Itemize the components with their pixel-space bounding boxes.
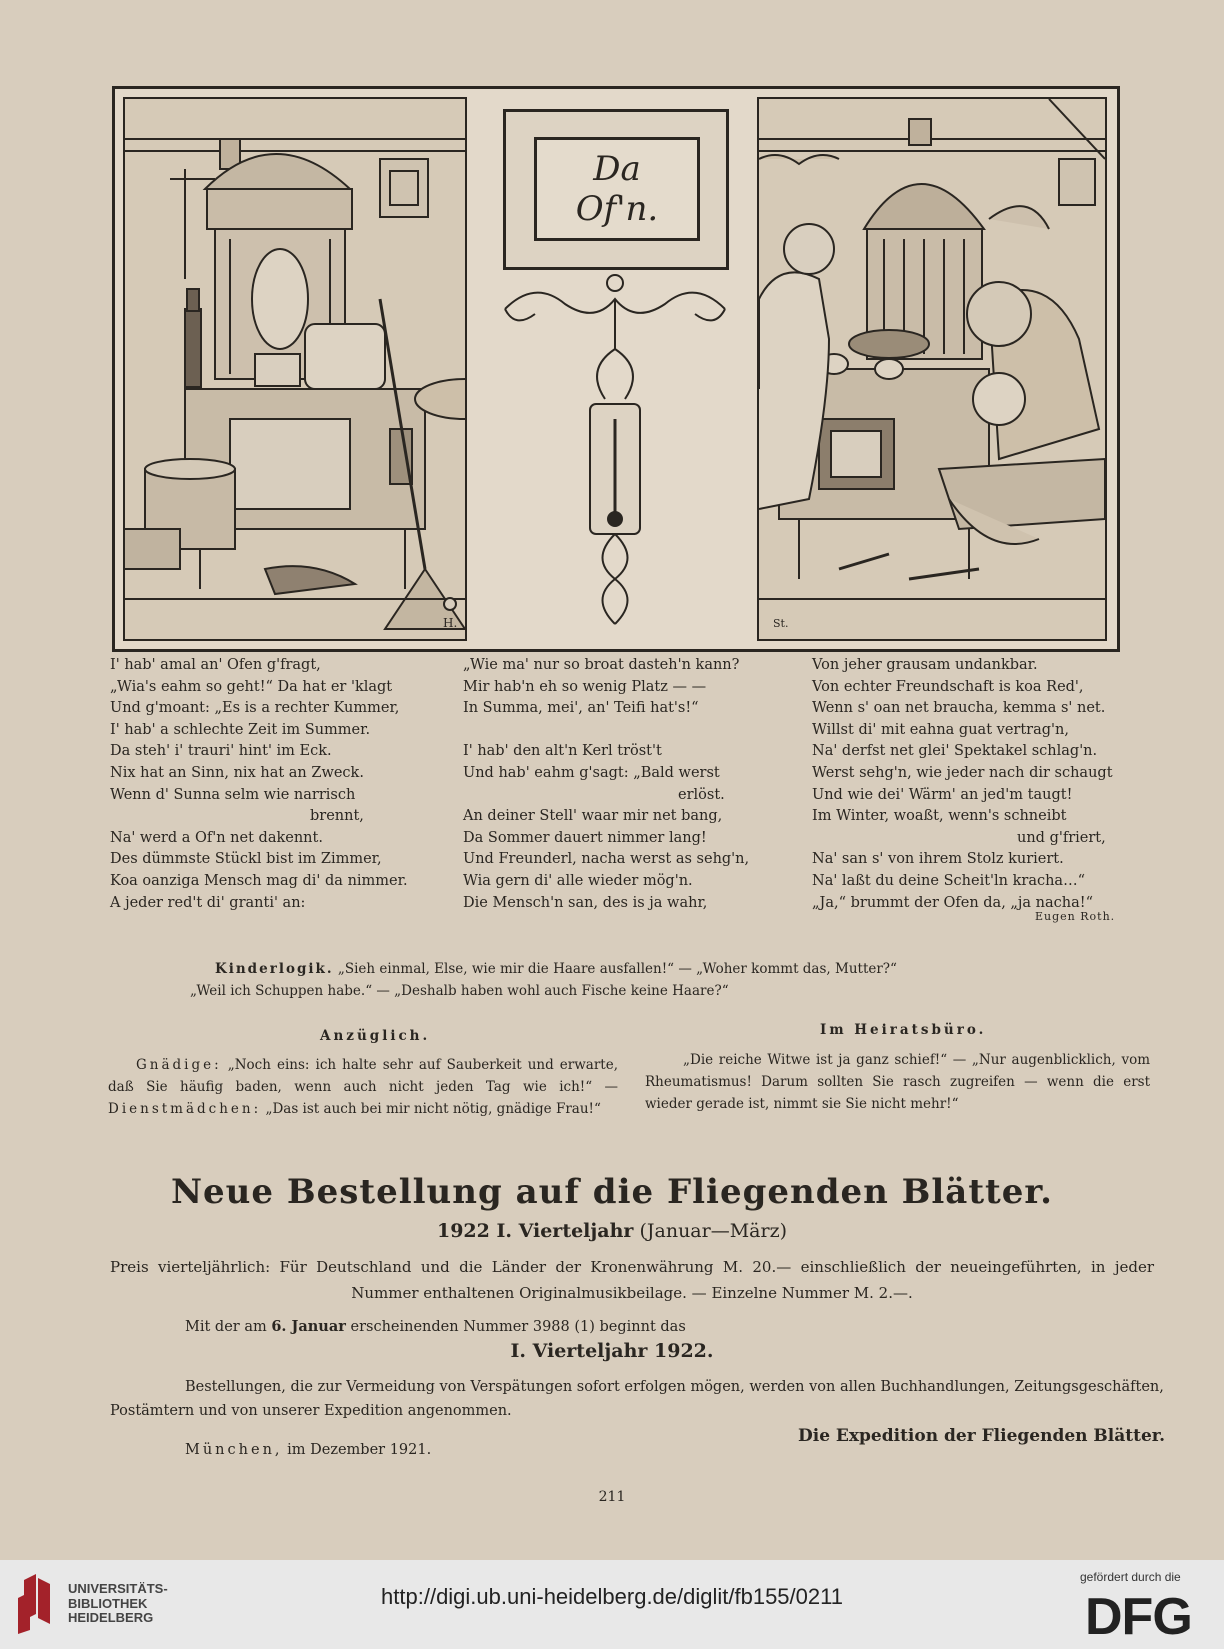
poem-line: Von echter Freundschaft is koa Red', <box>812 678 1084 695</box>
poem-column-1 <box>110 655 430 914</box>
joke-title-anzueglich: Anzüglich. <box>320 1028 431 1044</box>
poem-line: Im Winter, woaßt, wenn's schneibt <box>812 808 1067 825</box>
poem-line: Die Mensch'n san, des is ja wahr, <box>463 894 708 911</box>
joke-speaker: Dienstmädchen: <box>108 1101 262 1117</box>
subscription-headline: Neue Bestellung auf die Fliegenden Blätter. <box>170 1172 1054 1212</box>
summer-stove-drawing <box>125 99 465 639</box>
joke-speaker: Gnädige: <box>136 1057 222 1073</box>
poem-line: Na' derfst net glei' Spektakel schlag'n. <box>812 743 1098 760</box>
page-number: 211 <box>598 1489 626 1505</box>
poem-line: Willst di' mit eahna guat vertrag'n, <box>812 721 1069 738</box>
subscription-price: Preis vierteljährlich: Für Deutschland und die Länder der Kronenwährung M. 20.— einschließlich der neueingeführten, in jeder Nummer enthaltenen Originalmusikbeilage. — Einzelne Nummer M. 2.—. <box>110 1258 1154 1302</box>
joke-title-heiratsbuero: Im Heiratsbüro. <box>820 1022 987 1038</box>
poem-line: Werst sehg'n, wie jeder nach dir schaugt <box>812 764 1113 781</box>
poem-line: Mir hab'n eh so wenig Platz — — <box>463 678 707 695</box>
poem-line: Von jeher grausam undankbar. <box>812 657 1038 673</box>
artist-monogram-right: St. <box>773 617 789 630</box>
library-name-line: BIBLIOTHEK <box>68 1595 148 1611</box>
start-note-date: 6. Januar <box>271 1318 346 1335</box>
poem-line: Da Sommer dauert nimmer lang! <box>463 829 707 846</box>
joke-text: „Weil ich Schuppen habe.“ — „Deshalb haben wohl auch Fische keine Haare?“ <box>190 983 729 999</box>
winter-stove-drawing <box>759 99 1105 639</box>
quarter-months: (Januar—März) <box>639 1220 787 1242</box>
artist-monogram-left: H. <box>443 616 458 630</box>
poem-line: Wia gern di' alle wieder mög'n. <box>463 872 693 889</box>
joke-text: „Noch eins: ich halte sehr auf Sauberkeit und erwarte, daß Sie häufig baden, wenn auch nicht jeden Tag wie ich!“ — <box>108 1057 619 1095</box>
title-picture-inner <box>534 137 700 241</box>
place-date <box>185 1442 431 1458</box>
joke-anzueglich <box>108 1054 618 1120</box>
title-picture-frame <box>503 109 729 270</box>
joke-text: „Die reiche Witwe ist ja ganz schief!“ — „Nur augenblicklich, vom Rheumatismus! Darum sollten Sie rasch zugreifen — wenn die erst wieder gerade ist, nimmt sie Sie nicht mehr!“ <box>645 1052 1150 1112</box>
library-name-line: HEIDELBERG <box>68 1610 154 1625</box>
illustration-panel-summer-stove <box>123 97 467 641</box>
quarter-label: 1922 I. Vierteljahr <box>436 1220 634 1242</box>
poem-column-3 <box>812 655 1150 914</box>
poem-line: Wenn s' oan net braucha, kemma s' net. <box>812 700 1106 717</box>
subscription-quarter <box>0 1220 1224 1242</box>
funding-note: gefördert durch die <box>1080 1570 1181 1584</box>
poem-line: Des dümmste Stückl bist im Zimmer, <box>110 851 382 868</box>
poem-line: I' hab' den alt'n Kerl tröst't <box>463 743 662 760</box>
joke-text: „Das ist auch bei mir nicht nötig, gnädige Frau!“ <box>265 1101 601 1117</box>
poem-line: Und hab' eahm g'sagt: „Bald werst <box>463 764 720 781</box>
footer-bar <box>0 1560 1224 1649</box>
poem-line <box>463 720 793 742</box>
date: im Dezember 1921. <box>287 1442 432 1458</box>
place: München, <box>185 1442 283 1458</box>
subscription-orders <box>110 1375 1170 1423</box>
illustration-da-ofn <box>112 86 1120 652</box>
library-name-line: UNIVERSITÄTS- <box>68 1581 168 1596</box>
poem-author: Eugen Roth. <box>1035 910 1116 923</box>
orders-text: Bestellungen, die zur Vermeidung von Verspätungen sofort erfolgen mögen, werden von allen Buchhandlungen, Zeitungsgeschäften, Postämtern und von unserer Expedition angenommen. <box>110 1379 1164 1419</box>
illustration-title: Da Of'n. <box>575 149 659 229</box>
poem-line: Na' san s' von ihrem Stolz kuriert. <box>812 851 1064 868</box>
poem-line: I' hab' amal an' Ofen g'fragt, <box>110 657 321 673</box>
poem-line: Wenn d' Sunna selm wie narrisch <box>110 786 356 803</box>
joke-kinderlogik <box>190 958 1115 1002</box>
joke-text: „Sieh einmal, Else, wie mir die Haare ausfallen!“ — „Woher kommt das, Mutter?“ <box>337 961 897 977</box>
dfg-logo: DFG <box>1085 1588 1192 1646</box>
poem-line: erlöst. <box>678 786 725 803</box>
poem-column-2 <box>463 655 793 914</box>
poem-line: An deiner Stell' waar mir net bang, <box>463 808 723 825</box>
poem-line: brennt, <box>310 808 364 825</box>
poem-line: Na' werd a Of'n net dakennt. <box>110 829 323 846</box>
poem-line: Koa oanziga Mensch mag di' da nimmer. <box>110 872 408 889</box>
start-note-text: erscheinenden Nummer 3988 (1) beginnt das <box>350 1319 686 1335</box>
start-note-text: Mit der am <box>185 1319 267 1335</box>
poem-line: und g'friert, <box>1017 829 1106 846</box>
thermometer-ornament <box>495 269 735 629</box>
permalink-url[interactable]: http://digi.ub.uni-heidelberg.de/diglit/fb155/0211 <box>381 1584 843 1609</box>
poem-line: Nix hat an Sinn, nix hat an Zweck. <box>110 764 364 781</box>
poem-line: „Wie ma' nur so broat dasteh'n kann? <box>463 657 740 673</box>
poem-line: „Wia's eahm so geht!“ Da hat er 'klagt <box>110 678 393 695</box>
subscription-quarter-1922: I. Vierteljahr 1922. <box>510 1340 714 1362</box>
poem-line: Und wie dei' Wärm' an jed'm taugt! <box>812 786 1073 803</box>
poem-line: Und g'moant: „Es is a rechter Kummer, <box>110 700 400 717</box>
poem-line: I' hab' a schlechte Zeit im Summer. <box>110 721 371 738</box>
poem-line: „Ja,“ brummt der Ofen da, „ja nacha!“ <box>812 894 1094 911</box>
joke-title: Kinderlogik. <box>215 961 334 977</box>
subscription-start-note <box>185 1318 686 1335</box>
signoff: Die Expedition der Fliegenden Blätter. <box>798 1426 1166 1446</box>
illustration-panel-winter-stove <box>757 97 1107 641</box>
joke-heiratsbuero <box>645 1049 1150 1115</box>
poem-line: Na' laßt du deine Scheit'ln kracha…“ <box>812 872 1085 889</box>
poem-line: Und Freunderl, nacha werst as sehg'n, <box>463 851 750 868</box>
poem-line: Da steh' i' trauri' hint' im Eck. <box>110 743 332 760</box>
poem-line: In Summa, mei', an' Teifi hat's!“ <box>463 700 699 717</box>
poem-line: A jeder red't di' granti' an: <box>110 894 306 911</box>
